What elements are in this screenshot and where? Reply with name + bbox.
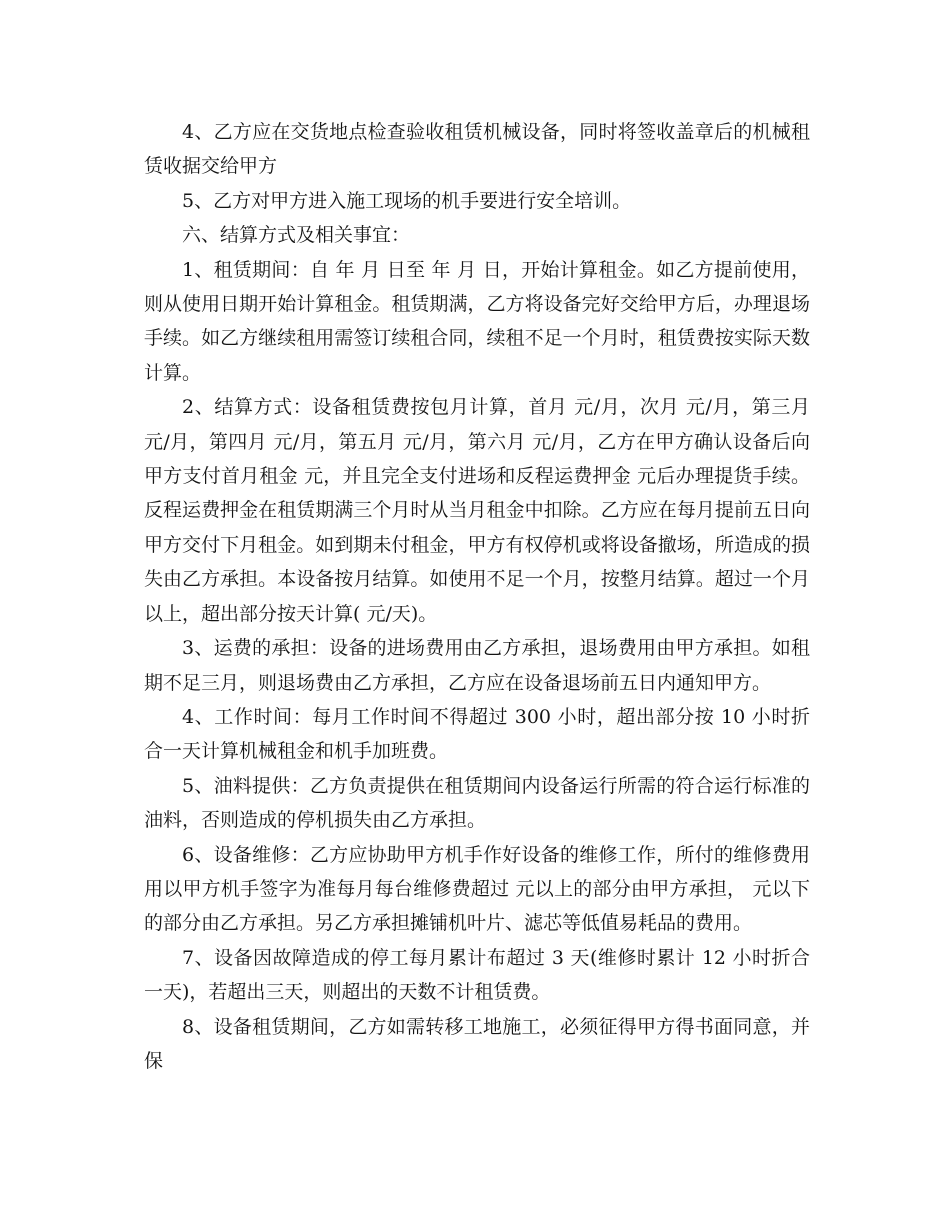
section-6-heading: 六、结算方式及相关事宜： bbox=[182, 224, 411, 247]
clause-1-rental-period: 1、租赁期间：自 年 月 日至 年 月 日，开始计算租金。如乙方提前使用，则从使用日期开始计算租金。租赁期满，乙方将设备完好交给甲方后，办理退场手续。如乙方继续租用需签订续租合同，续租不足一个月时，租赁费按实际天数计算。 bbox=[144, 258, 810, 384]
clause-3-freight: 3、运费的承担：设备的进场费用由乙方承担，退场费用由甲方承担。如租期不足三月，则退场费由乙方承担，乙方应在设备退场前五日内通知甲方。 bbox=[144, 637, 810, 694]
clause-6-maintenance: 6、设备维修：乙方应协助甲方机手作好设备的维修工作，所付的维修费用用以甲方机手签字为准每月每台维修费超过 元以上的部分由甲方承担， 元以下的部分由乙方承担。另乙方承担摊铺机叶片、滤芯等低值易耗品的费用。 bbox=[144, 843, 810, 935]
clause-8-site-transfer: 8、设备租赁期间，乙方如需转移工地施工，必须征得甲方得书面同意，并保 bbox=[144, 1015, 810, 1072]
clause-4-working-hours: 4、工作时间：每月工作时间不得超过 300 小时，超出部分按 10 小时折合一天计算机械租金和机手加班费。 bbox=[144, 705, 810, 763]
clause-4-delivery-inspection: 4、乙方应在交货地点检查验收租赁机械设备，同时将签收盖章后的机械租赁收据交给甲方 bbox=[144, 121, 810, 178]
clause-7-downtime: 7、设备因故障造成的停工每月累计布超过 3 天(维修时累计 12 小时折合一天)，若超出三天，则超出的天数不计租赁费。 bbox=[144, 946, 810, 1004]
clause-5-fuel-supply: 5、油料提供：乙方负责提供在租赁期间内设备运行所需的符合运行标准的油料，否则造成的停机损失由乙方承担。 bbox=[144, 774, 810, 832]
document-body bbox=[144, 115, 810, 1078]
clause-2-settlement-method: 2、结算方式：设备租赁费按包月计算，首月 元/月，次月 元/月，第三月 元/月，第四月 元/月，第五月 元/月，第六月 元/月，乙方在甲方确认设备后向甲方支付首月租金 元，并且完全支付进场和反程运费押金 元后办理提货手续。反程运费押金在租赁期满三个月时从当月租金中扣除。乙方应在每月提前五日向甲方交付下月租金。如到期未付租金，甲方有权停机或将设备撤场，所造成的损失由乙方承担。本设备按月结算。如使用不足一个月，按整月结算。超过一个月以上，超出部分按天计算( 元/天)。 bbox=[144, 396, 810, 625]
clause-5-safety-training: 5、乙方对甲方进入施工现场的机手要进行安全培训。 bbox=[182, 189, 632, 212]
